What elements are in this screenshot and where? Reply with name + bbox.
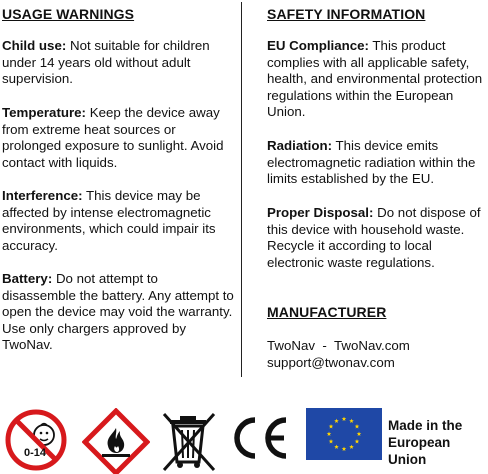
disposal-text: Do not dispose of this device with household waste. Recycle it according to local electronic waste regulations. [267,205,481,270]
temperature-label: Temperature: [2,105,86,120]
interference-paragraph [2,188,234,254]
weee-bin-icon [160,408,218,474]
usage-warnings-heading: USAGE WARNINGS [2,6,135,22]
safety-information-column [267,0,485,370]
interference-text: This device may be affected by intense electromagnetic environments, which could impair its accuracy. [2,188,216,253]
child-use-text: Not suitable for children under 14 years old without adult supervision. [2,38,210,87]
disposal-label: Proper Disposal: [267,205,374,220]
age-label: 0-14 [24,447,47,459]
eu-compliance-label: EU Compliance: [267,38,369,53]
usage-warnings-column [2,0,234,353]
flammable-icon [82,408,150,474]
child-use-label: Child use: [2,38,67,53]
made-in-eu-label [388,417,488,468]
eu-compliance-text: This product complies with all applicable safety, health, and environmental protection regulations within the European Union. [267,38,483,120]
ce-mark-icon [226,408,292,468]
disposal-paragraph [267,205,487,271]
made-in-eu-line2: European Union [388,435,451,467]
safety-information-heading: SAFETY INFORMATION [267,6,426,22]
battery-paragraph [2,271,234,354]
manufacturer-email: support@twonav.com [267,354,395,370]
battery-label: Battery: [2,271,53,286]
eu-compliance-paragraph [267,38,487,121]
radiation-label: Radiation: [267,138,333,153]
temperature-paragraph [2,105,234,171]
child-use-paragraph [2,38,234,88]
manufacturer-web: TwoNav - TwoNav.com [267,338,410,353]
battery-text: Do not attempt to disassemble the battery. Any attempt to open the device may void the warranty. Use only chargers approved by TwoNav. [2,271,234,353]
ce-mark-label: CE [226,408,228,409]
radiation-text: This device emits electromagnetic radiation within the limits established by the EU. [267,138,476,187]
age-restriction-icon [4,408,68,472]
interference-label: Interference: [2,188,83,203]
made-in-eu-line1: Made in the [388,418,463,433]
column-divider [241,2,242,377]
manufacturer-heading: MANUFACTURER [267,304,387,320]
temperature-text: Keep the device away from extreme heat sources or prolonged exposure to sunlight. Avoid contact with liquids. [2,105,224,170]
manufacturer-contact [267,338,487,371]
radiation-paragraph [267,138,487,188]
eu-flag-icon [306,408,382,460]
